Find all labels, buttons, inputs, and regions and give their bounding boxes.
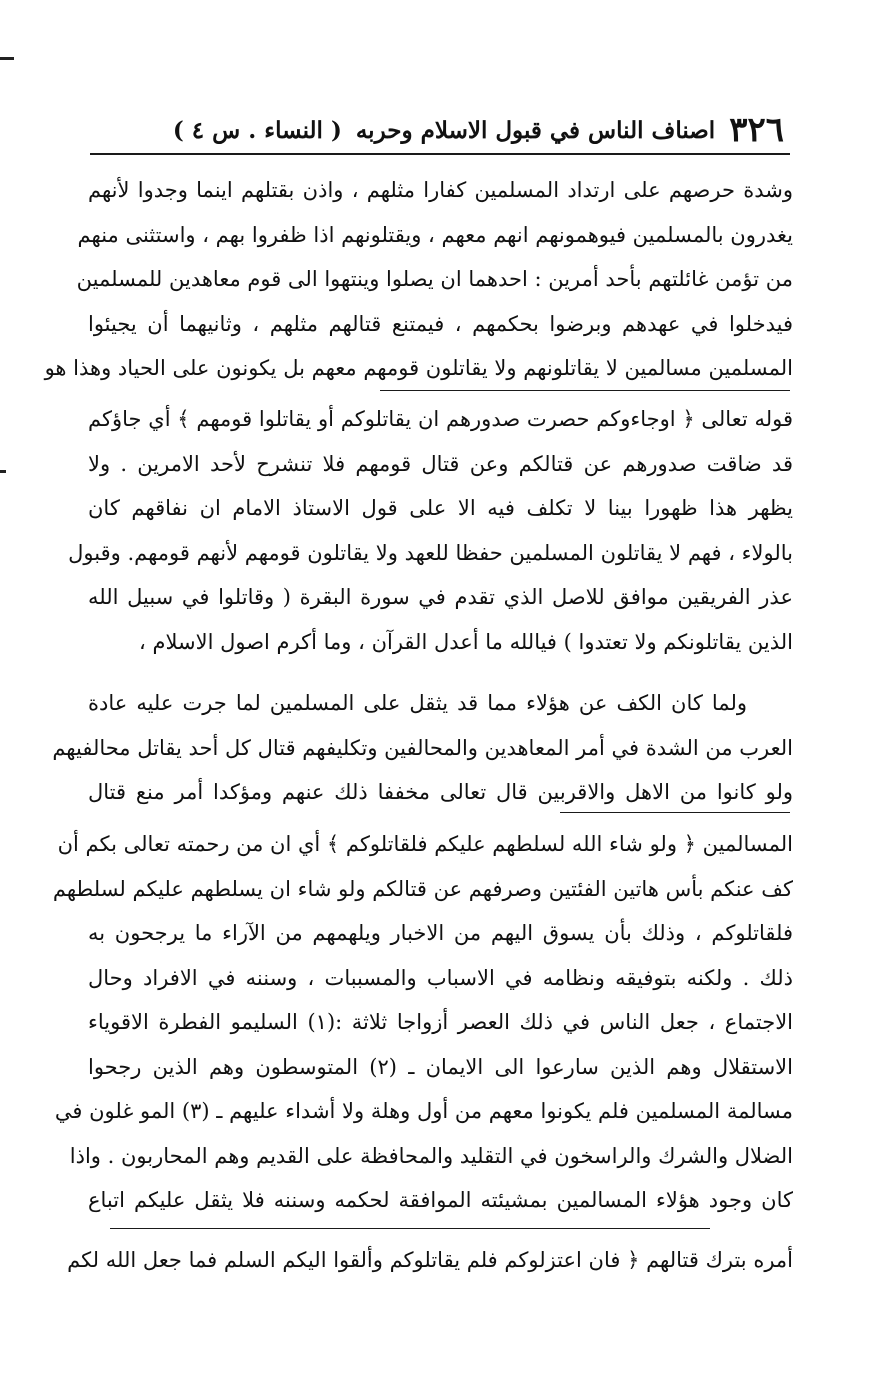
text-line: الذين يقاتلونكم ولا تعتدوا ) فيالله ما أعدل القرآن ، وما أكرم اصول الاسلام ،	[139, 629, 793, 654]
text-line: قد ضاقت صدورهم عن قتالكم وعن قتال قومهم فلا تنشرح لأحد الامرين . ولا	[88, 451, 793, 476]
page-number: ٣٢٦	[729, 110, 784, 150]
text-line: العرب من الشدة في أمر المعاهدين والمحالفين وتكليفهم قتال كل أحد يقاتل محالفيهم	[52, 735, 793, 760]
text-line: المسالمين ﴿ ولو شاء الله لسلطهم عليكم فلقاتلوكم ﴾ أي ان من رحمته تعالى بكم أن	[57, 832, 793, 856]
text-line: الضلال والشرك والراسخون في التقليد والمحافظة على القديم وهم المحاربون . واذا	[69, 1143, 793, 1168]
text-line: المسلمين مسالمين لا يقاتلونهم ولا يقاتلون قومهم معهم بل يكونون على الحياد وهذا هو	[44, 356, 793, 380]
section-separator-rule	[110, 1228, 710, 1229]
paragraph	[67, 1238, 793, 1283]
text-line: فلقاتلوكم ، وذلك بأن يسوق اليهم من الاخبار ويلهمهم من الآراء ما يرجحون به	[88, 921, 793, 945]
text-line: ولما كان الكف عن هؤلاء مما قد يثقل على المسلمين لما جرت عليه عادة	[88, 691, 747, 715]
text-line: من تؤمن غائلتهم بأحد أمرين : احدهما ان يصلوا وينتهوا الى قوم معاهدين للمسلمين	[76, 267, 793, 291]
text-line: عذر الفريقين موافق للاصل الذي تقدم في سورة البقرة ( وقاتلوا في سبيل الله	[88, 585, 793, 609]
page-header	[90, 110, 784, 150]
text-line: وشدة حرصهم على ارتداد المسلمين كفارا مثلهم ، واذن بقتلهم اينما وجدوا لأنهم	[88, 178, 793, 202]
paragraph	[68, 397, 793, 664]
paragraph	[52, 681, 793, 815]
text-line: مسالمة المسلمين فلم يكونوا معهم من أول وهلة ولا أشداء عليهم ـ (٣) المو غلون في	[54, 1099, 793, 1123]
text-line: قوله تعالى ﴿ اوجاءوكم حصرت صدورهم ان يقاتلوكم أو يقاتلوا قومهم ﴾ أي جاؤكم	[88, 407, 793, 431]
text-line: كان وجود هؤلاء المسالمين بمشيئته الموافقة لحكمه وسننه فلا يثقل عليكم اتباع	[88, 1188, 793, 1212]
text-line: يظهر هذا ظهورا بينا لا تكلف فيه الا على قول الاستاذ الامام ان نفاقهم كان	[88, 496, 793, 520]
section-reference: ( النساء . س ٤ )	[172, 116, 342, 144]
text-line: فيدخلوا في عهدهم وبرضوا بحكمهم ، فيمتنع قتالهم مثلهم ، وثانيهما أن يجيئوا	[88, 311, 793, 336]
header-rule	[90, 153, 790, 155]
text-line: الاجتماع ، جعل الناس في ذلك العصر أزواجا ثلاثة :(١) السليمو الفطرة الاقوياء	[88, 1010, 794, 1034]
text-line: أمره بترك قتالهم ﴿ فان اعتزلوكم فلم يقاتلوكم وألقوا اليكم السلم فما جعل الله لكم	[67, 1248, 793, 1272]
scan-edge-mark	[0, 470, 6, 473]
paragraph	[44, 168, 793, 391]
text-line: ولو كانوا من الاهل والاقربين قال تعالى مخففا ذلك عنهم ومؤكدا أمر منع قتال	[88, 780, 793, 804]
paragraph	[52, 822, 794, 1223]
text-line: الاستقلال وهم الذين سارعوا الى الايمان ـ (٢) المتوسطون وهم الذين رجحوا	[88, 1054, 793, 1079]
text-line: بالولاء ، فهم لا يقاتلون المسلمين حفظا للعهد ولا يقاتلون قومهم لأنهم قومهم. وقبول	[68, 540, 793, 565]
text-line: كف عنكم بأس هاتين الفئتين وصرفهم عن قتالكم ولو شاء ان يسلطهم عليكم لسلطهم	[52, 876, 793, 901]
running-title: اصناف الناس في قبول الاسلام وحربه	[355, 116, 716, 144]
scan-edge-mark	[0, 57, 14, 60]
section-separator-rule	[560, 812, 790, 813]
section-separator-rule	[380, 390, 790, 391]
text-line: ذلك . ولكنه بتوفيقه ونظامه في الاسباب والمسببات ، وسننه في الافراد وحال	[88, 965, 793, 990]
text-line: يغدرون بالمسلمين فيوهمونهم انهم معهم ، ويقتلونهم اذا ظفروا بهم ، واستثنى منهم	[77, 222, 793, 247]
